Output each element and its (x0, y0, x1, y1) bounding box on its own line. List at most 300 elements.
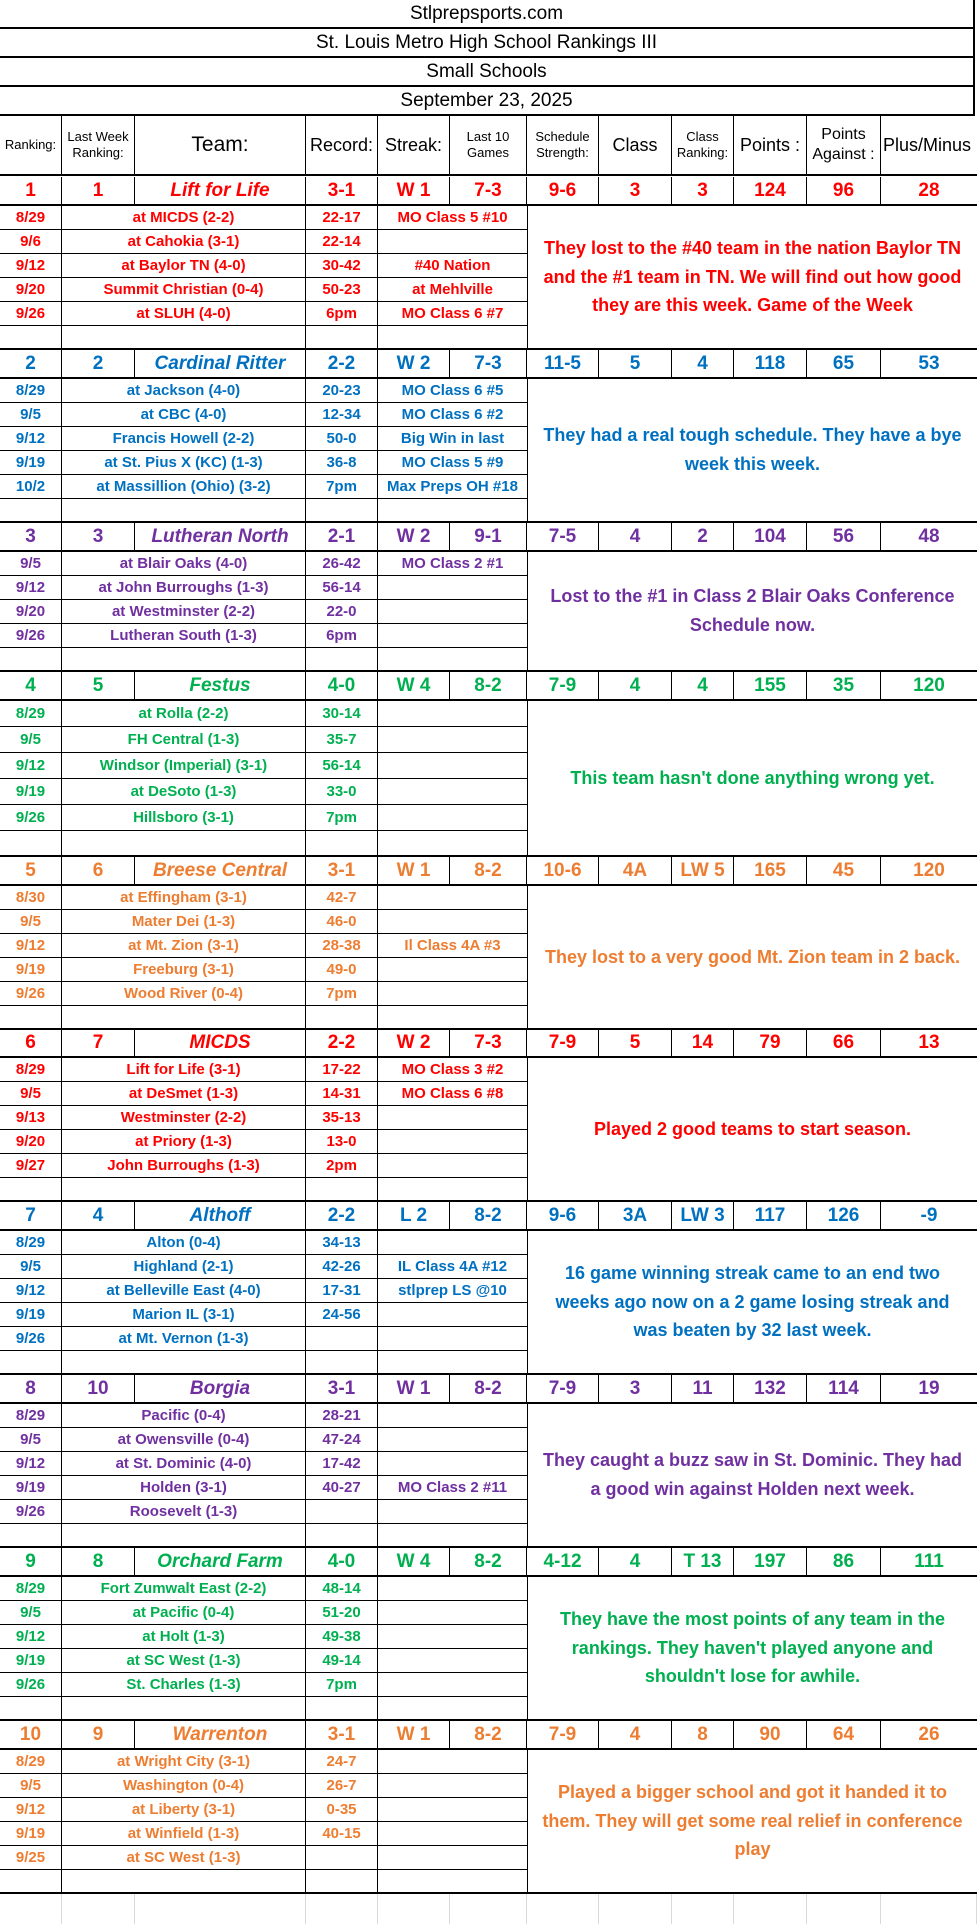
game-note (378, 1404, 527, 1428)
team-name: MICDS (135, 1029, 306, 1058)
game-score (306, 1846, 378, 1870)
game-score (306, 1178, 378, 1202)
team-last10: 8-2 (450, 672, 527, 701)
team-plus-minus: -9 (881, 1202, 977, 1231)
team-rank: 5 (0, 857, 62, 886)
game-opponent: at Holt (1-3) (62, 1625, 306, 1649)
game-opponent: at SLUH (4-0) (62, 302, 306, 326)
game-note (378, 1524, 527, 1548)
game-note (378, 1154, 527, 1178)
team-last-week: 4 (62, 1202, 135, 1231)
team-comment: Played 2 good teams to start season. (527, 1058, 977, 1202)
game-opponent: at Massillion (Ohio) (3-2) (62, 475, 306, 499)
game-date: 9/20 (0, 600, 62, 624)
game-date: 9/5 (0, 727, 62, 753)
team-class-ranking: T 13 (672, 1548, 734, 1577)
team-schedule-strength: 7-9 (527, 1375, 599, 1404)
grid-cell (378, 1894, 450, 1924)
game-note: at Mehlville (378, 278, 527, 302)
header-streak: Streak: (378, 116, 450, 176)
game-date: 8/30 (0, 886, 62, 910)
game-note (378, 1500, 527, 1524)
team-streak: W 1 (378, 177, 450, 206)
team-name: Borgia (135, 1375, 306, 1404)
header-record: Record: (306, 116, 378, 176)
game-score: 0-35 (306, 1798, 378, 1822)
team-plus-minus: 26 (881, 1721, 977, 1750)
game-score (306, 1870, 378, 1894)
team-streak: W 1 (378, 1375, 450, 1404)
team-points-against: 64 (807, 1721, 881, 1750)
game-date: 9/12 (0, 1452, 62, 1476)
game-note (378, 805, 527, 831)
game-opponent (62, 326, 306, 350)
team-last10: 7-3 (450, 1029, 527, 1058)
game-date (0, 1697, 62, 1721)
team-last10: 9-1 (450, 523, 527, 552)
team-schedule-strength: 7-9 (527, 1029, 599, 1058)
game-opponent: at St. Pius X (KC) (1-3) (62, 451, 306, 475)
game-score: 7pm (306, 805, 378, 831)
game-note (378, 648, 527, 672)
team-last10: 8-2 (450, 1375, 527, 1404)
team-record: 3-1 (306, 857, 378, 886)
team-points-against: 56 (807, 523, 881, 552)
game-score: 46-0 (306, 910, 378, 934)
game-date: 9/12 (0, 934, 62, 958)
team-plus-minus: 13 (881, 1029, 977, 1058)
game-note (378, 958, 527, 982)
team-record: 3-1 (306, 177, 378, 206)
team-class: 4 (599, 1721, 672, 1750)
game-opponent: Roosevelt (1-3) (62, 1500, 306, 1524)
game-opponent: at Baylor TN (4-0) (62, 254, 306, 278)
game-date: 8/29 (0, 1058, 62, 1082)
team-class-ranking: 3 (672, 177, 734, 206)
game-score: 33-0 (306, 779, 378, 805)
team-points: 117 (734, 1202, 807, 1231)
team-points: 124 (734, 177, 807, 206)
game-date: 8/29 (0, 1750, 62, 1774)
team-class: 4A (599, 857, 672, 886)
grid-cell (527, 1894, 599, 1924)
game-opponent: Marion IL (3-1) (62, 1303, 306, 1327)
game-date: 8/29 (0, 1231, 62, 1255)
game-opponent: Washington (0-4) (62, 1774, 306, 1798)
team-schedule-strength: 7-9 (527, 1721, 599, 1750)
team-name: Lift for Life (135, 177, 306, 206)
team-rank: 10 (0, 1721, 62, 1750)
grid-cell (450, 1894, 527, 1924)
game-opponent: Freeburg (3-1) (62, 958, 306, 982)
team-streak: W 2 (378, 1029, 450, 1058)
game-note: Max Preps OH #18 (378, 475, 527, 499)
game-note: MO Class 6 #2 (378, 403, 527, 427)
game-opponent: at DeSoto (1-3) (62, 779, 306, 805)
grid-cell (599, 1894, 672, 1924)
game-date: 9/19 (0, 779, 62, 805)
team-points-against: 114 (807, 1375, 881, 1404)
game-opponent: at Rolla (2-2) (62, 701, 306, 727)
game-note (378, 727, 527, 753)
game-score: 20-23 (306, 379, 378, 403)
game-opponent: at Liberty (3-1) (62, 1798, 306, 1822)
team-comment: This team hasn't done anything wrong yet. (527, 701, 977, 857)
game-note: Big Win in last (378, 427, 527, 451)
game-score (306, 648, 378, 672)
grid-cell (672, 1894, 734, 1924)
team-last10: 8-2 (450, 1548, 527, 1577)
game-date (0, 326, 62, 350)
game-score: 34-13 (306, 1231, 378, 1255)
game-note (378, 1750, 527, 1774)
team-points: 165 (734, 857, 807, 886)
team-class-ranking: 11 (672, 1375, 734, 1404)
game-opponent (62, 1870, 306, 1894)
team-class: 4 (599, 523, 672, 552)
game-opponent: Francis Howell (2-2) (62, 427, 306, 451)
team-plus-minus: 48 (881, 523, 977, 552)
game-opponent: Mater Dei (1-3) (62, 910, 306, 934)
game-date: 10/2 (0, 475, 62, 499)
game-opponent: at MICDS (2-2) (62, 206, 306, 230)
header-points: Points : (734, 116, 807, 176)
team-schedule-strength: 9-6 (527, 1202, 599, 1231)
game-score: 42-26 (306, 1255, 378, 1279)
team-streak: L 2 (378, 1202, 450, 1231)
game-opponent: at DeSmet (1-3) (62, 1082, 306, 1106)
date-title: September 23, 2025 (0, 87, 975, 116)
team-plus-minus: 111 (881, 1548, 977, 1577)
game-note: MO Class 3 #2 (378, 1058, 527, 1082)
team-last10: 7-3 (450, 350, 527, 379)
game-note (378, 1577, 527, 1601)
team-plus-minus: 120 (881, 857, 977, 886)
team-last10: 8-2 (450, 857, 527, 886)
game-date (0, 1870, 62, 1894)
game-date: 9/20 (0, 278, 62, 302)
game-score: 40-15 (306, 1822, 378, 1846)
game-note (378, 1452, 527, 1476)
game-date: 8/29 (0, 1577, 62, 1601)
game-note (378, 600, 527, 624)
game-score: 28-38 (306, 934, 378, 958)
game-note (378, 576, 527, 600)
game-date (0, 499, 62, 523)
game-score: 30-14 (306, 701, 378, 727)
team-schedule-strength: 4-12 (527, 1548, 599, 1577)
team-name: Warrenton (135, 1721, 306, 1750)
team-schedule-strength: 10-6 (527, 857, 599, 886)
game-score (306, 1697, 378, 1721)
game-score (306, 831, 378, 857)
game-note: MO Class 5 #10 (378, 206, 527, 230)
game-date (0, 648, 62, 672)
game-date: 9/26 (0, 805, 62, 831)
team-class: 3 (599, 177, 672, 206)
game-opponent: John Burroughs (1-3) (62, 1154, 306, 1178)
team-last-week: 9 (62, 1721, 135, 1750)
game-opponent: St. Charles (1-3) (62, 1673, 306, 1697)
game-date: 9/26 (0, 982, 62, 1006)
game-date: 9/12 (0, 1625, 62, 1649)
game-opponent: at Cahokia (3-1) (62, 230, 306, 254)
team-schedule-strength: 9-6 (527, 177, 599, 206)
grid-cell (807, 1894, 881, 1924)
team-comment: They lost to the #40 team in the nation Baylor TN and the #1 team in TN. We will find out how good they are this week. Game of the Week (527, 206, 977, 350)
game-score: 17-42 (306, 1452, 378, 1476)
game-note (378, 1673, 527, 1697)
team-points-against: 126 (807, 1202, 881, 1231)
team-points-against: 96 (807, 177, 881, 206)
game-opponent: at Mt. Vernon (1-3) (62, 1327, 306, 1351)
game-date: 9/19 (0, 1649, 62, 1673)
game-score: 22-14 (306, 230, 378, 254)
team-points: 155 (734, 672, 807, 701)
game-date: 9/12 (0, 1279, 62, 1303)
team-schedule-strength: 7-5 (527, 523, 599, 552)
game-date: 9/5 (0, 1428, 62, 1452)
team-points: 90 (734, 1721, 807, 1750)
team-record: 3-1 (306, 1375, 378, 1404)
game-date: 9/26 (0, 1500, 62, 1524)
game-score: 22-0 (306, 600, 378, 624)
game-date: 9/5 (0, 1601, 62, 1625)
game-score: 17-31 (306, 1279, 378, 1303)
grid-cell (734, 1894, 807, 1924)
game-date: 9/5 (0, 1255, 62, 1279)
game-note (378, 1649, 527, 1673)
game-opponent: at Winfield (1-3) (62, 1822, 306, 1846)
game-score (306, 1327, 378, 1351)
header-last10: Last 10 Games (450, 116, 527, 176)
game-note (378, 1178, 527, 1202)
game-note: Il Class 4A #3 (378, 934, 527, 958)
game-score (306, 1524, 378, 1548)
game-date: 9/13 (0, 1106, 62, 1130)
team-class: 3 (599, 1375, 672, 1404)
team-points-against: 66 (807, 1029, 881, 1058)
team-streak: W 4 (378, 1548, 450, 1577)
game-opponent (62, 1178, 306, 1202)
game-note (378, 1106, 527, 1130)
game-opponent: at Effingham (3-1) (62, 886, 306, 910)
game-date: 9/26 (0, 1673, 62, 1697)
game-opponent: Westminster (2-2) (62, 1106, 306, 1130)
game-date: 9/26 (0, 1327, 62, 1351)
game-note (378, 1428, 527, 1452)
team-last-week: 8 (62, 1548, 135, 1577)
game-opponent: at Owensville (0-4) (62, 1428, 306, 1452)
game-score: 35-7 (306, 727, 378, 753)
game-score: 13-0 (306, 1130, 378, 1154)
team-plus-minus: 28 (881, 177, 977, 206)
team-class-ranking: LW 5 (672, 857, 734, 886)
header-plus-minus: Plus/Minus (881, 116, 977, 176)
game-note (378, 1846, 527, 1870)
game-score: 6pm (306, 302, 378, 326)
team-name: Cardinal Ritter (135, 350, 306, 379)
team-rank: 2 (0, 350, 62, 379)
game-score: 17-22 (306, 1058, 378, 1082)
game-score (306, 1351, 378, 1375)
team-class-ranking: 14 (672, 1029, 734, 1058)
team-rank: 1 (0, 177, 62, 206)
game-opponent: at CBC (4-0) (62, 403, 306, 427)
team-record: 2-2 (306, 1202, 378, 1231)
rankings-title: St. Louis Metro High School Rankings III (0, 29, 975, 58)
game-score: 2pm (306, 1154, 378, 1178)
game-note (378, 230, 527, 254)
game-date: 9/5 (0, 910, 62, 934)
team-points-against: 65 (807, 350, 881, 379)
grid-cell (0, 1894, 62, 1924)
game-opponent: Highland (2-1) (62, 1255, 306, 1279)
game-score: 24-7 (306, 1750, 378, 1774)
team-streak: W 2 (378, 350, 450, 379)
division-title: Small Schools (0, 58, 975, 87)
team-record: 2-2 (306, 350, 378, 379)
game-opponent (62, 648, 306, 672)
game-note (378, 701, 527, 727)
game-score: 42-7 (306, 886, 378, 910)
team-rank: 7 (0, 1202, 62, 1231)
game-opponent: at Blair Oaks (4-0) (62, 552, 306, 576)
team-comment: They have the most points of any team in the rankings. They haven't played anyone and shouldn't lose for awhile. (527, 1577, 977, 1721)
game-note (378, 779, 527, 805)
team-class: 5 (599, 350, 672, 379)
team-points: 118 (734, 350, 807, 379)
game-score: 49-14 (306, 1649, 378, 1673)
game-opponent: at John Burroughs (1-3) (62, 576, 306, 600)
game-opponent: Holden (3-1) (62, 1476, 306, 1500)
grid-cell (135, 1894, 306, 1924)
game-opponent: at Mt. Zion (3-1) (62, 934, 306, 958)
game-opponent (62, 1697, 306, 1721)
game-date: 9/27 (0, 1154, 62, 1178)
team-points-against: 45 (807, 857, 881, 886)
game-note: MO Class 6 #8 (378, 1082, 527, 1106)
game-score: 48-14 (306, 1577, 378, 1601)
game-note (378, 1798, 527, 1822)
game-date: 9/6 (0, 230, 62, 254)
game-score: 26-42 (306, 552, 378, 576)
game-note (378, 1130, 527, 1154)
team-last-week: 7 (62, 1029, 135, 1058)
game-opponent: Wood River (0-4) (62, 982, 306, 1006)
game-opponent: Alton (0-4) (62, 1231, 306, 1255)
game-date (0, 1351, 62, 1375)
game-score: 30-42 (306, 254, 378, 278)
game-note (378, 910, 527, 934)
game-score: 49-0 (306, 958, 378, 982)
game-opponent (62, 1351, 306, 1375)
game-score: 6pm (306, 624, 378, 648)
game-score (306, 499, 378, 523)
game-opponent: at Jackson (4-0) (62, 379, 306, 403)
grid-cell (881, 1894, 977, 1924)
team-points-against: 86 (807, 1548, 881, 1577)
team-comment: They caught a buzz saw in St. Dominic. They had a good win against Holden next week. (527, 1404, 977, 1548)
game-score: 7pm (306, 475, 378, 499)
site-title: Stlprepsports.com (0, 0, 975, 29)
team-comment: They lost to a very good Mt. Zion team in 2 back. (527, 886, 977, 1030)
game-date: 9/19 (0, 958, 62, 982)
header-last-week: Last Week Ranking: (62, 116, 135, 176)
game-note: IL Class 4A #12 (378, 1255, 527, 1279)
team-plus-minus: 53 (881, 350, 977, 379)
game-note (378, 753, 527, 779)
grid-cell (62, 1894, 135, 1924)
game-opponent (62, 1524, 306, 1548)
team-points: 79 (734, 1029, 807, 1058)
game-note (378, 1774, 527, 1798)
game-score: 7pm (306, 1673, 378, 1697)
team-name: Althoff (135, 1202, 306, 1231)
game-note (378, 831, 527, 857)
game-date: 9/5 (0, 403, 62, 427)
game-opponent: FH Central (1-3) (62, 727, 306, 753)
game-date: 9/20 (0, 1130, 62, 1154)
header-points-against: Points Against : (807, 116, 881, 176)
game-note: MO Class 2 #11 (378, 1476, 527, 1500)
game-date: 8/29 (0, 701, 62, 727)
team-last-week: 6 (62, 857, 135, 886)
game-note (378, 1303, 527, 1327)
game-score: 26-7 (306, 1774, 378, 1798)
team-name: Breese Central (135, 857, 306, 886)
game-score: 14-31 (306, 1082, 378, 1106)
header-schedule-strength: Schedule Strength: (527, 116, 599, 176)
game-date (0, 831, 62, 857)
game-score: 50-0 (306, 427, 378, 451)
game-score (306, 1500, 378, 1524)
game-score (306, 1006, 378, 1030)
team-record: 2-2 (306, 1029, 378, 1058)
game-opponent (62, 499, 306, 523)
grid-cell (306, 1894, 378, 1924)
team-record: 2-1 (306, 523, 378, 552)
header-ranking: Ranking: (0, 116, 62, 176)
team-name: Orchard Farm (135, 1548, 306, 1577)
game-opponent (62, 831, 306, 857)
team-class-ranking: 8 (672, 1721, 734, 1750)
game-date: 9/19 (0, 451, 62, 475)
team-name: Festus (135, 672, 306, 701)
game-date (0, 1006, 62, 1030)
team-last-week: 1 (62, 177, 135, 206)
team-points: 132 (734, 1375, 807, 1404)
header-class-ranking: Class Ranking: (672, 116, 734, 176)
game-note (378, 1351, 527, 1375)
game-opponent: Pacific (0-4) (62, 1404, 306, 1428)
game-score: 22-17 (306, 206, 378, 230)
game-score: 49-38 (306, 1625, 378, 1649)
game-date: 9/5 (0, 1774, 62, 1798)
game-opponent: at Priory (1-3) (62, 1130, 306, 1154)
game-note: MO Class 5 #9 (378, 451, 527, 475)
header-class: Class (599, 116, 672, 176)
game-opponent: Fort Zumwalt East (2-2) (62, 1577, 306, 1601)
game-date: 9/26 (0, 624, 62, 648)
game-opponent: at St. Dominic (4-0) (62, 1452, 306, 1476)
game-opponent: at Belleville East (4-0) (62, 1279, 306, 1303)
game-note (378, 1625, 527, 1649)
game-score: 7pm (306, 982, 378, 1006)
game-date: 9/19 (0, 1303, 62, 1327)
team-points-against: 35 (807, 672, 881, 701)
game-score (306, 326, 378, 350)
